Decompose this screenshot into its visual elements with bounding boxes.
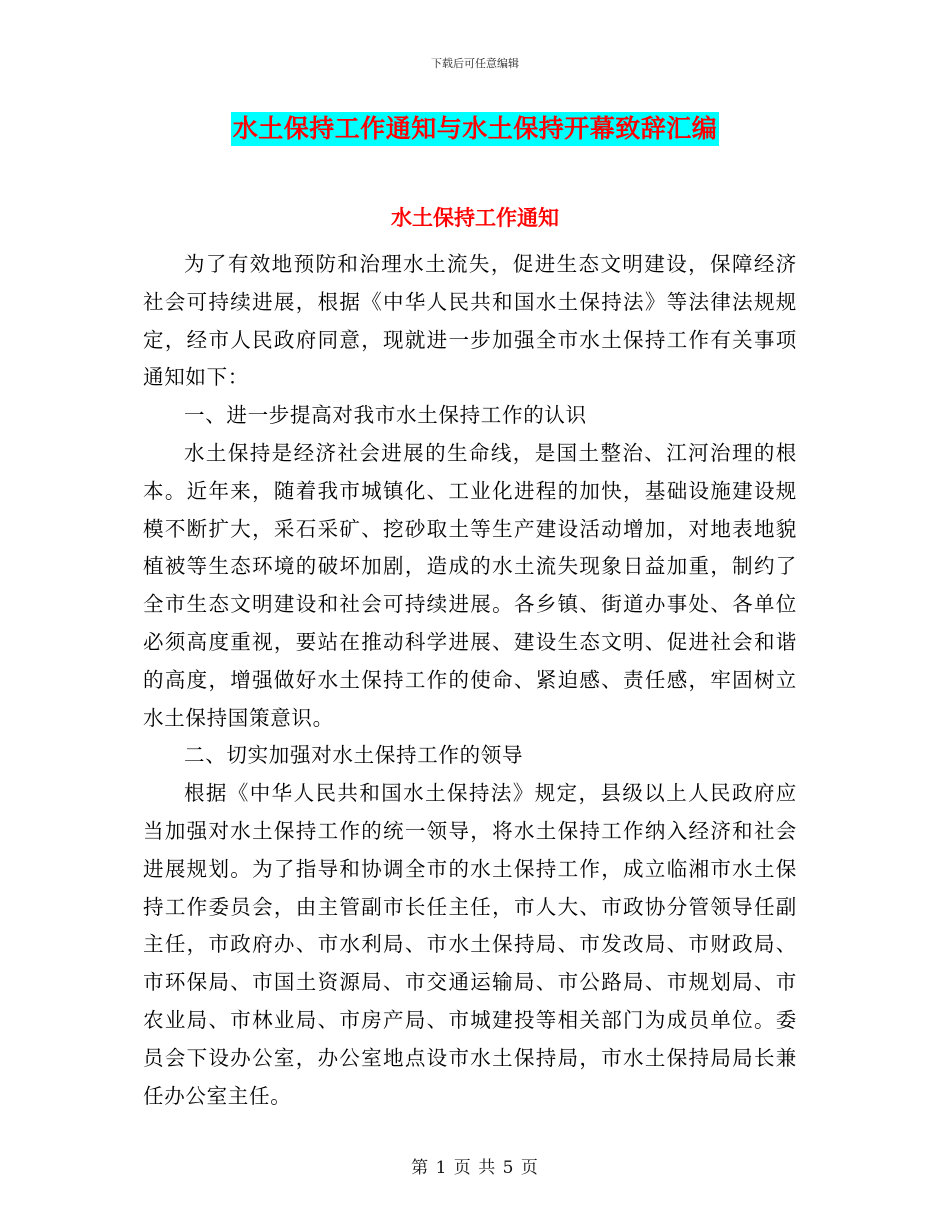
page-footer: 第 1 页 共 5 页 [411,1158,539,1178]
paragraph-intro: 为了有效地预防和治理水土流失，促进生态文明建设，保障经济社会可持续进展，根据《中华人民共和国水土保持法》等法律法规规定，经市人民政府同意，现就进一步加强全市水土保持工作有关事项通知如下： [143,252,797,390]
heading-item-2: 二、切实加强对水土保持工作的领导 [184,743,524,768]
paragraph-item-2: 根据《中华人民共和国水土保持法》规定，县级以上人民政府应当加强对水土保持工作的统一领导，将水土保持工作纳入经济和社会进展规划。为了指导和协调全市的水土保持工作，成立临湘市水土保持工作委员会，由主管副市长任主任，市人大、市政协分管领导任副主任，市政府办、市水利局、市水土保持局、市发改局、市财政局、市环保局、市国土资源局、市交通运输局、市公路局、市规划局、市农业局、市林业局、市房产局、市城建投等相关部门为成员单位。委员会下设办公室，办公室地点设市水土保持局，市水土保持局局长兼任办公室主任。 [143,781,797,1108]
paragraph-item-1: 水土保持是经济社会进展的生命线，是国土整治、江河治理的根本。近年来，随着我市城镇化、工业化进程的加快，基础设施建设规模不断扩大，采石采矿、挖砂取土等生产建设活动增加，对地表地貌植被等生态环境的破坏加剧，造成的水土流失现象日益加重，制约了全市生态文明建设和社会可持续进展。各乡镇、街道办事处、各单位必须高度重视，要站在推动科学进展、建设生态文明、促进社会和谐的高度，增强做好水土保持工作的使命、紧迫感、责任感，牢固树立水土保持国策意识。 [143,440,797,730]
section-title: 水土保持工作通知 [391,206,559,230]
header-note: 下载后可任意编辑 [431,57,519,70]
main-title: 水土保持工作通知与水土保持开幕致辞汇编 [231,112,720,146]
heading-item-1: 一、进一步提高对我市水土保持工作的认识 [184,403,587,428]
body-text [143,246,797,1115]
main-title-container [0,112,950,146]
